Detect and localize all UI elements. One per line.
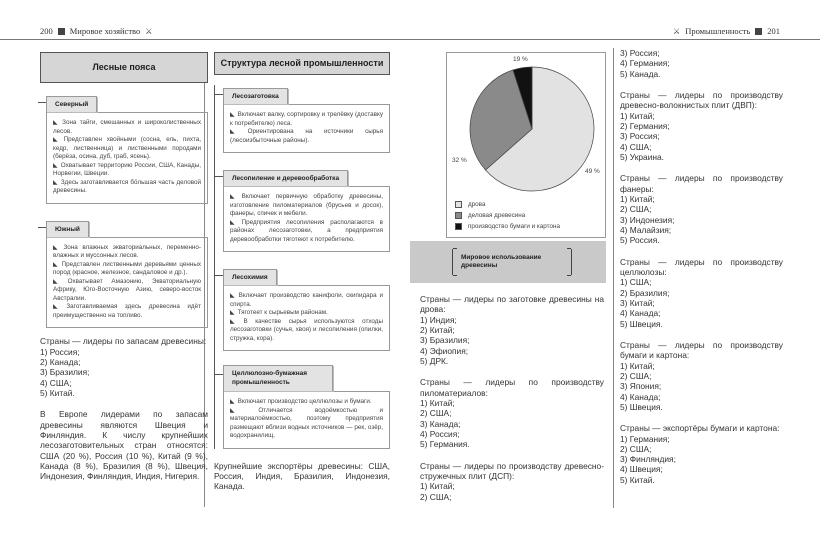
bullet-icon: ◣ xyxy=(230,310,235,317)
bullet-icon: ◣ xyxy=(53,261,59,268)
list-item: 3) Индонезия; xyxy=(620,214,675,225)
list-item: 1) Китай; xyxy=(620,360,655,371)
dvp-intro: Страны — лидеры по производству древесно-волокнистых плит (ДВП): xyxy=(620,89,783,111)
list-item: 2) США; xyxy=(620,370,652,381)
header-rule xyxy=(0,39,820,40)
list-item: 4) Канада; xyxy=(620,308,661,319)
running-head-left xyxy=(40,26,152,36)
exporters-paragraph: Крупнейшие экспортёры древесины: США, Россия, Индия, Бразилия, Индонезия, Канада. xyxy=(214,460,390,492)
branch-point: В качестве сырья используются отходы лесозаготовки (сучья, хвоя) и лесопиления (опилки, стружка, кора). xyxy=(230,317,383,342)
legend-label: деловая древесина xyxy=(468,212,526,219)
legend-label: дрова xyxy=(468,201,486,208)
list-item: 2) Канада; xyxy=(40,356,81,367)
bullet-icon: ◣ xyxy=(230,129,245,136)
bullet-icon: ◣ xyxy=(53,162,58,169)
structure-title: Структура лесной промышленности xyxy=(214,52,390,75)
branch-point: Включает производство целлюлозы и бумаги. xyxy=(237,398,372,406)
list-item: 1) Россия; xyxy=(40,346,80,357)
wood-usage-pie-chart xyxy=(446,52,606,238)
belt-point: Охватывает Амазонию, Экваториальную Африку, Юго-Восточную Азию, северо-восток Австралии. xyxy=(53,277,201,302)
list-item: 2) Германия; xyxy=(620,120,670,131)
branch-point: Отличается водоёмкостью и материалоёмкостью, поэтому предприятия размещают вблизи водных источников — рек, озёр, водохранилищ. xyxy=(230,406,383,440)
list-item: 3) Бразилия; xyxy=(420,335,470,346)
structure-tree xyxy=(214,85,390,448)
producers-column-right xyxy=(613,48,783,508)
branch-tab: Лесозаготовка xyxy=(223,88,288,104)
list-item: 3) Финляндия; xyxy=(620,454,676,465)
list-item: 3) Россия; xyxy=(620,131,660,142)
list-item: 1) Германия; xyxy=(620,433,670,444)
list-item: 5) Россия. xyxy=(620,235,660,246)
legend-swatch xyxy=(455,223,462,230)
branch-panel xyxy=(223,186,390,252)
branch-logging xyxy=(223,85,390,153)
list-item: 2) США; xyxy=(420,408,452,419)
bullet-icon: ◣ xyxy=(230,293,236,300)
legend-swatch xyxy=(455,212,462,219)
tree-cutting-icon: ⚔ xyxy=(673,26,681,36)
list-item: 3) Китай; xyxy=(620,297,655,308)
plywood-intro: Страны — лидеры по производству фанеры: xyxy=(620,173,783,194)
branch-panel xyxy=(223,104,390,153)
bullet-icon: ◣ xyxy=(230,194,239,201)
branch-point: Включает валку, сортировку и трелёвку (доставку к потребителю) леса. xyxy=(230,111,383,127)
section-title-right: Промышленность xyxy=(685,26,751,36)
branch-tab: Лесохимия xyxy=(223,269,277,285)
belt-point: Охватывает территорию России, США, Канады, Норвегии, Швеции. xyxy=(53,161,201,178)
branch-point: Тяготеет к сырьевым районам. xyxy=(237,309,328,317)
firewood-list xyxy=(420,315,604,367)
bullet-icon: ◣ xyxy=(53,304,64,311)
branch-sawmilling xyxy=(223,167,390,252)
list-item: 2) Бразилия; xyxy=(620,287,670,298)
bullet-icon: ◣ xyxy=(53,244,61,251)
belt-panel xyxy=(46,112,208,204)
branch-point: Предприятия лесопиления располагаются в районах лесозаготовки, а предприятия деревообработки тяготеют к потребителю. xyxy=(230,218,383,243)
list-item: 5) ДРК. xyxy=(420,355,449,366)
forest-belts-title: Лесные пояса xyxy=(40,52,208,83)
belt-point: Зона влажных экваториальных, переменно-влажных и муссонных лесов. xyxy=(53,243,201,260)
paper-export-list xyxy=(620,434,783,486)
belt-point: Представлен хвойными (сосна, ель, пихта, кедр, лиственница) и лиственными породами (берёза, осина, дуб, граб, ясень). xyxy=(53,136,201,161)
paper-intro: Страны — лидеры по производству бумаги и картона: xyxy=(620,339,783,361)
legend-label: производство бумаги и картона xyxy=(468,223,560,230)
legend-swatch xyxy=(455,201,462,208)
branch-panel xyxy=(223,285,390,351)
belt-northern xyxy=(46,93,208,204)
branch-point: Включает первичную обработку древесины, изготовление пиломатериалов (брусьев и досок), фанеры, спичек и мебели. xyxy=(230,193,383,218)
belt-point: Здесь заготавливается бо́льшая часть деловой древесины. xyxy=(53,178,201,195)
list-item: 5) Швеция. xyxy=(620,401,663,412)
belt-southern xyxy=(46,218,208,329)
branch-point: Включает производство канифоли, скипидара и спирта. xyxy=(230,292,383,308)
page-number-left: 200 xyxy=(40,26,53,36)
bullet-icon: ◣ xyxy=(53,179,58,186)
list-item: 1) Китай; xyxy=(620,193,655,204)
bullet-icon: ◣ xyxy=(230,318,241,325)
bullet-icon: ◣ xyxy=(230,219,239,226)
list-item: 5) Китай. xyxy=(620,474,655,485)
list-item: 3) Япония; xyxy=(620,381,662,392)
branch-panel xyxy=(223,391,390,449)
square-marker-icon xyxy=(58,28,65,35)
paper-list xyxy=(620,361,783,413)
list-item: 2) Китай; xyxy=(420,324,455,335)
belt-point: Заготавливаемая здесь древесина идёт преимущественно на топливо. xyxy=(53,303,201,319)
lumber-intro: Страны — лидеры по производству пиломатериалов: xyxy=(420,377,604,398)
dsp-list xyxy=(420,481,604,502)
list-item: 3) Бразилия; xyxy=(40,367,90,378)
list-item: 4) Канада; xyxy=(620,391,661,402)
list-item: 3) Россия; xyxy=(620,48,660,58)
plywood-list xyxy=(620,194,783,246)
list-item: 5) Украина. xyxy=(620,151,664,162)
belt-point: Представлен лиственными деревьями ценных пород (красное, железное, сандаловое и др.). xyxy=(53,260,201,277)
pie-label-business-wood: 32 % xyxy=(452,157,467,164)
list-item: 5) Китай. xyxy=(40,387,75,398)
bullet-icon: ◣ xyxy=(53,278,65,285)
cellulose-list xyxy=(620,277,783,329)
pie-svg xyxy=(447,53,607,198)
branch-tab: Лесопиление и деревообработка xyxy=(223,170,348,186)
list-item: 3) Канада; xyxy=(420,418,461,429)
list-item: 2) США; xyxy=(620,443,652,454)
list-item: 4) Германия; xyxy=(620,58,670,69)
branch-wood-chemistry xyxy=(223,266,390,351)
cellulose-intro: Страны — лидеры по производству целлюлозы: xyxy=(620,256,783,277)
running-head-right xyxy=(673,26,780,36)
legend-item xyxy=(455,212,560,219)
forest-belts-tree xyxy=(40,93,208,328)
list-item: 4) Малайзия; xyxy=(620,224,672,235)
producers-column-left xyxy=(420,294,604,502)
dsp-intro: Страны — лидеры по производству древесно-стружечных плит (ДСП): xyxy=(420,460,604,481)
bullet-icon: ◣ xyxy=(53,120,60,127)
list-item: 4) США; xyxy=(40,377,72,388)
square-marker-icon xyxy=(755,28,762,35)
europe-paragraph: В Европе лидерами по запасам древесины являются Швеция и Финляндия. К числу крупнейших лесозаготовительных стран относятся: США (20 %), Россия (10 %), Китай (9 %), Канада (8 %), Бразилия (8 %), Швеция, Индонезия, Финляндия, Индия, Нигерия. xyxy=(40,409,208,482)
bullet-icon: ◣ xyxy=(230,112,235,119)
list-item: 1) Индия; xyxy=(420,314,457,325)
pie-label-firewood: 49 % xyxy=(585,168,600,175)
page-number-right: 201 xyxy=(767,26,780,36)
belt-panel xyxy=(46,237,208,329)
list-item: 5) Германия. xyxy=(420,439,470,450)
pie-label-paper: 19 % xyxy=(513,56,528,63)
list-item: 1) Китай; xyxy=(620,110,655,121)
bullet-icon: ◣ xyxy=(53,137,61,144)
legend-item xyxy=(455,223,560,230)
chart-caption: Мировое использование древесины xyxy=(452,249,572,275)
list-item: 2) США; xyxy=(620,204,652,215)
belt-tab: Северный xyxy=(46,96,97,112)
list-item: 1) США; xyxy=(620,277,652,288)
belt-tab: Южный xyxy=(46,221,89,237)
forest-industry-structure-column xyxy=(214,52,390,492)
reserves-intro: Страны — лидеры по запасам древесины: xyxy=(40,336,207,347)
bullet-icon: ◣ xyxy=(230,399,235,406)
tree-cutting-icon: ⚔ xyxy=(145,26,153,36)
branch-pulp-paper xyxy=(223,365,390,448)
dvp-list xyxy=(620,111,783,163)
list-item: 4) Россия; xyxy=(420,428,460,439)
chart-legend xyxy=(455,201,560,234)
list-item: 4) США; xyxy=(620,141,652,152)
branch-point: Ориентирована на источники сырья (лесоизбыточные районы). xyxy=(230,128,383,144)
list-item: 2) США; xyxy=(420,491,452,502)
list-item: 5) Канада. xyxy=(620,68,661,79)
list-item: 4) Швеция; xyxy=(620,464,663,475)
firewood-intro: Страны — лидеры по заготовке древесины на дрова: xyxy=(420,294,604,315)
belt-point: Зона тайги, смешанных и широколиственных лесов. xyxy=(53,119,201,135)
lumber-list xyxy=(420,398,604,450)
list-item: 1) Китай; xyxy=(420,397,455,408)
paper-export-intro: Страны — экспортёры бумаги и картона: xyxy=(620,423,780,434)
section-title-left: Мировое хозяйство xyxy=(69,26,141,36)
list-item: 5) Швеция. xyxy=(620,318,663,329)
reserves-list xyxy=(40,347,208,399)
branch-tab: Целлюлозно-бумажная промышленность xyxy=(223,365,333,391)
list-item: 1) Китай; xyxy=(420,481,455,492)
dsp-list-continued xyxy=(620,48,783,79)
list-item: 4) Эфиопия; xyxy=(420,345,469,356)
forest-belts-column xyxy=(40,52,208,482)
chart-caption-band xyxy=(410,241,606,283)
bullet-icon: ◣ xyxy=(230,407,256,414)
legend-item xyxy=(455,201,560,208)
